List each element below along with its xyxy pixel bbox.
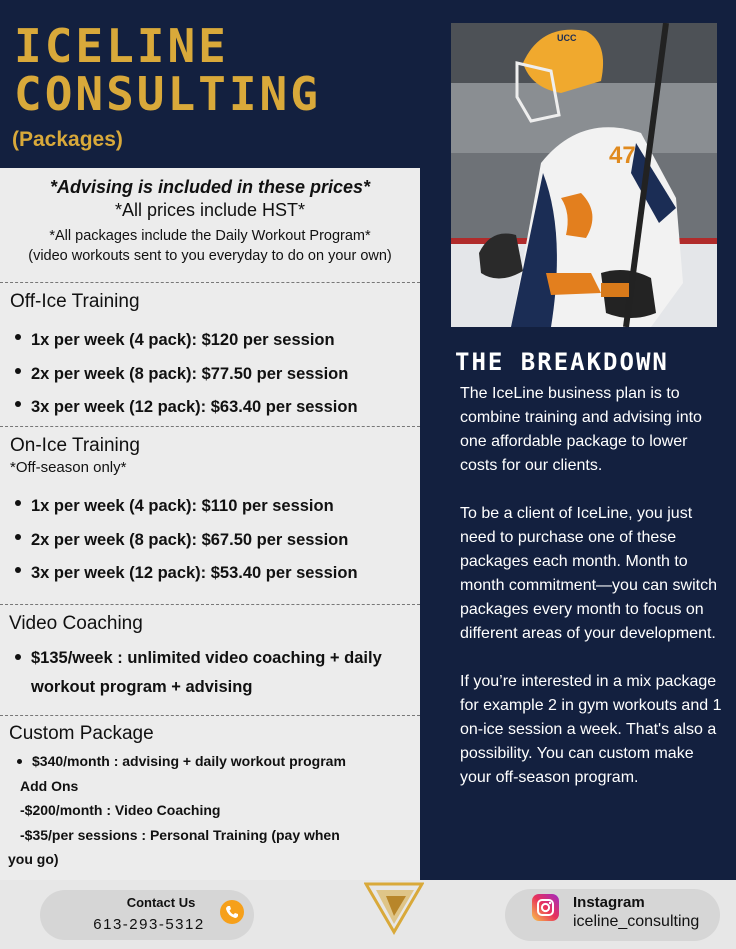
workout-detail: (video workouts sent to you everyday to do on your own) bbox=[28, 248, 392, 264]
breakdown-paragraph: If you’re interested in a mix package for example 2 in gym workouts and 1 on-ice session a week. That's also a possibility. You can custom make your off-season program. bbox=[460, 673, 722, 786]
on-ice-section bbox=[0, 434, 420, 591]
on-ice-title: On-Ice Training bbox=[10, 435, 140, 456]
video-title: Video Coaching bbox=[9, 613, 143, 634]
list-item: 2x per week (8 pack): $67.50 per session bbox=[0, 524, 420, 558]
addon-training-cont: you go) bbox=[8, 851, 59, 867]
custom-title: Custom Package bbox=[9, 723, 154, 744]
divider bbox=[0, 282, 420, 283]
list-item: 2x per week (8 pack): $77.50 per session bbox=[0, 358, 420, 392]
jersey-number: 47 bbox=[609, 142, 636, 169]
off-ice-title: Off-Ice Training bbox=[10, 291, 140, 312]
list-item: 3x per week (12 pack): $63.40 per session bbox=[0, 391, 420, 425]
video-section bbox=[0, 612, 420, 702]
logo-icon bbox=[364, 882, 424, 936]
helmet-text: UCC bbox=[557, 33, 577, 43]
addons-label: Add Ons bbox=[20, 777, 79, 794]
phone-number[interactable]: 613-293-5312 bbox=[93, 916, 205, 933]
hst-note: *All prices include HST* bbox=[114, 200, 306, 220]
instagram-handle[interactable]: iceline_consulting bbox=[573, 913, 700, 930]
breakdown-body bbox=[460, 382, 722, 814]
off-ice-section bbox=[0, 290, 420, 425]
packages-subtitle: (Packages) bbox=[12, 128, 123, 151]
divider bbox=[0, 715, 420, 716]
brand-title: ICELINE CONSULTING bbox=[14, 19, 321, 121]
addon-video: -$200/month : Video Coaching bbox=[20, 802, 221, 818]
list-item: 1x per week (4 pack): $110 per session bbox=[0, 490, 420, 524]
pricing-notes bbox=[0, 176, 420, 266]
divider bbox=[0, 426, 420, 427]
instagram-icon[interactable] bbox=[532, 894, 559, 921]
addon-training: -$35/per sessions : Personal Training (pay when bbox=[20, 826, 340, 843]
instagram-label: Instagram bbox=[573, 894, 645, 911]
divider bbox=[0, 604, 420, 605]
list-item: 1x per week (4 pack): $120 per session bbox=[0, 324, 420, 358]
phone-icon[interactable] bbox=[220, 900, 244, 924]
contact-label: Contact Us bbox=[126, 895, 196, 910]
breakdown-paragraph: The IceLine business plan is to combine training and advising into one affordable package to lower costs for our clients. bbox=[460, 385, 702, 474]
advising-note: *Advising is included in these prices* bbox=[49, 177, 371, 197]
custom-item: $340/month : advising + daily workout program bbox=[0, 749, 420, 774]
list-item: $135/week : unlimited video coaching + daily workout program + advising bbox=[0, 644, 420, 702]
breakdown-paragraph: To be a client of IceLine, you just need to purchase one of these packages each month. Month to month commitment—you can switch packages every month to focus on different areas of your development. bbox=[460, 505, 717, 642]
hockey-player-photo bbox=[451, 23, 717, 327]
breakdown-title: THE BREAKDOWN bbox=[455, 348, 669, 376]
list-item: 3x per week (12 pack): $53.40 per session bbox=[0, 557, 420, 591]
custom-section bbox=[0, 722, 420, 872]
workout-note: *All packages include the Daily Workout Program* bbox=[49, 228, 371, 244]
on-ice-note: *Off-season only* bbox=[10, 459, 127, 476]
